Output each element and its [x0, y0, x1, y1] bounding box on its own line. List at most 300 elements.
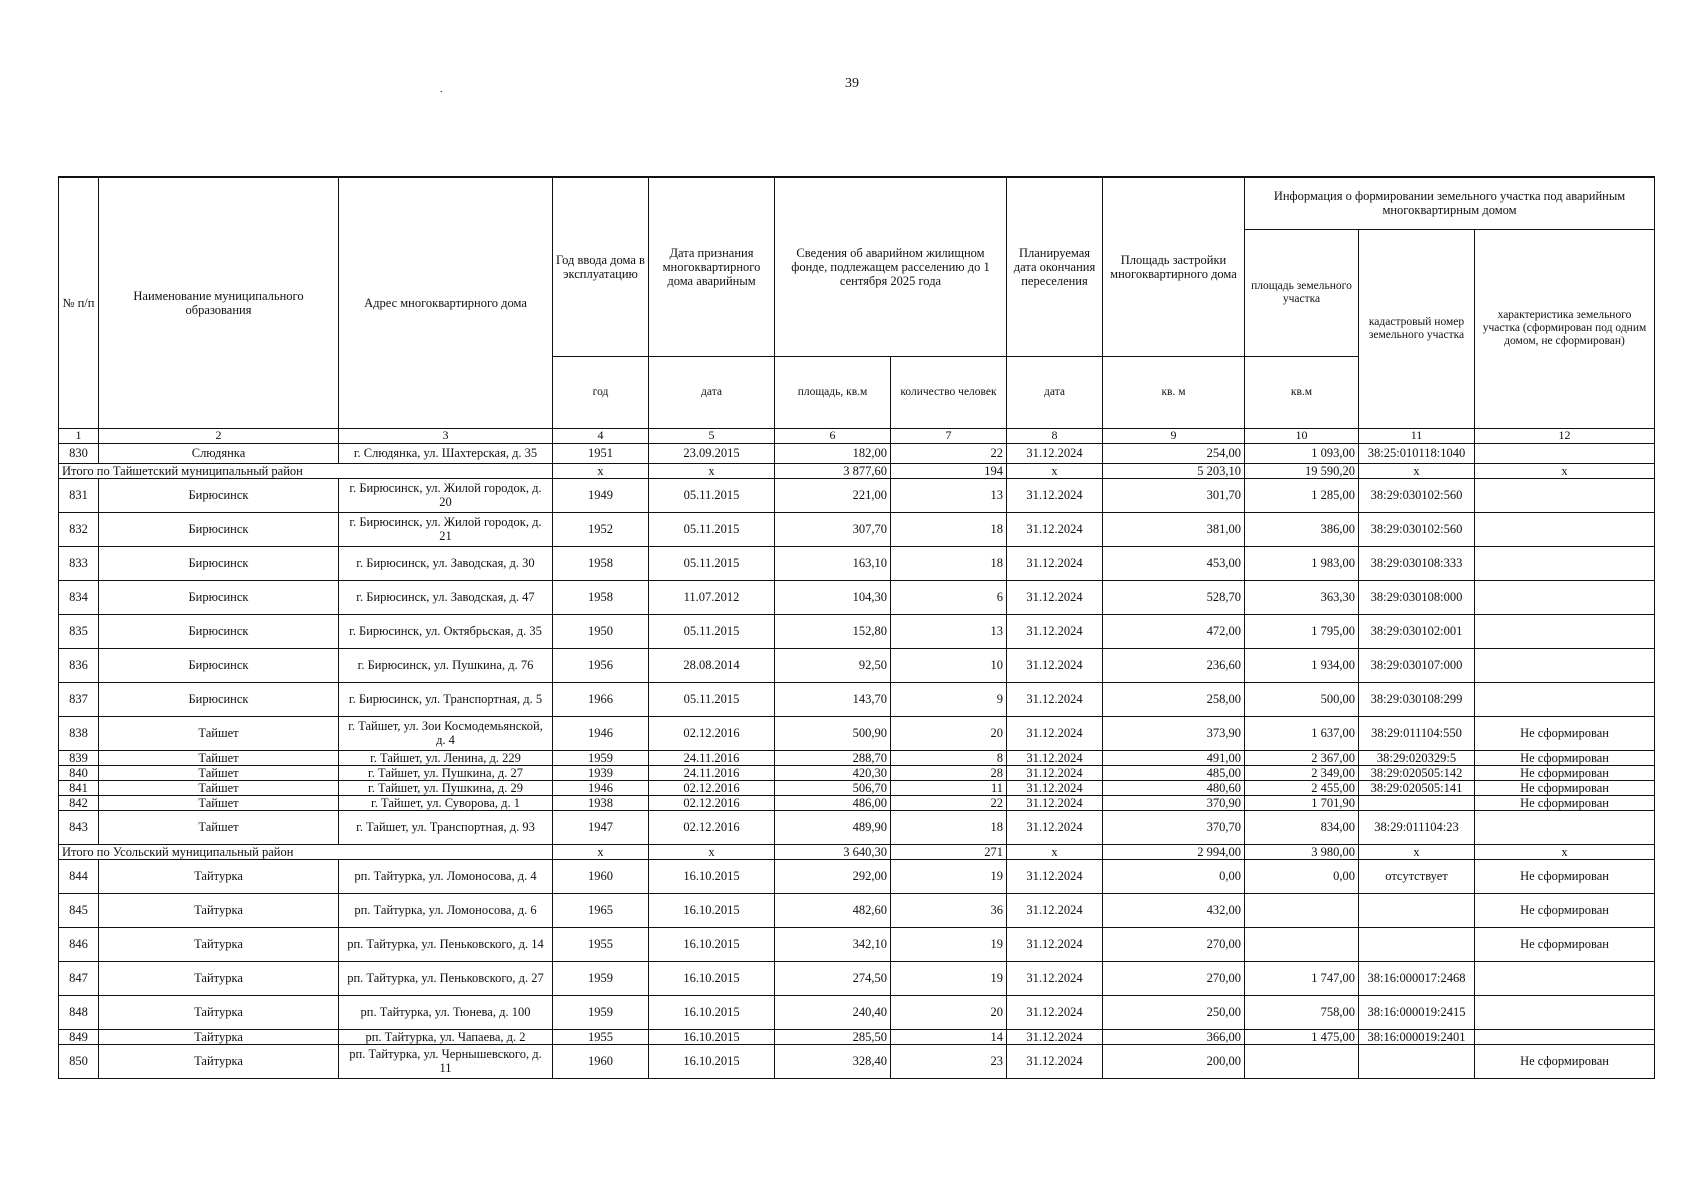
- year-cell: 1955: [553, 927, 649, 961]
- land-characteristic-cell: [1475, 810, 1655, 844]
- year-cell: 1952: [553, 512, 649, 546]
- building-area-cell: 472,00: [1103, 614, 1245, 648]
- fund-area-cell: 163,10: [775, 546, 891, 580]
- table-row: [59, 614, 1655, 648]
- planned-end-cell: 31.12.2024: [1007, 780, 1103, 795]
- recognition-date-cell: 28.08.2014: [649, 648, 775, 682]
- recognition-date-cell: 05.11.2015: [649, 512, 775, 546]
- fund-area-cell: 420,30: [775, 765, 891, 780]
- row-number: 846: [59, 927, 99, 961]
- people-count-cell: 36: [891, 893, 1007, 927]
- row-number: 844: [59, 859, 99, 893]
- planned-end-cell: 31.12.2024: [1007, 795, 1103, 810]
- year-cell: x: [553, 463, 649, 478]
- building-area-cell: 370,90: [1103, 795, 1245, 810]
- recognition-date-cell: 05.11.2015: [649, 546, 775, 580]
- people-count-cell: 19: [891, 961, 1007, 995]
- table-row: [59, 580, 1655, 614]
- people-count-cell: 11: [891, 780, 1007, 795]
- cadastral-number-cell: 38:29:030102:560: [1359, 478, 1475, 512]
- address-cell: рп. Тайтурка, ул. Чернышевского, д. 11: [339, 1044, 553, 1078]
- cadastral-number-cell: [1359, 1044, 1475, 1078]
- cadastral-number-cell: 38:29:030108:000: [1359, 580, 1475, 614]
- recognition-date-cell: 16.10.2015: [649, 859, 775, 893]
- col-header-land-characteristic: характеристика земельного участка (сформирован под одним домом, не сформирован): [1475, 229, 1655, 428]
- people-count-cell: 8: [891, 750, 1007, 765]
- planned-end-cell: 31.12.2024: [1007, 1029, 1103, 1044]
- land-characteristic-cell: [1475, 614, 1655, 648]
- row-number: 848: [59, 995, 99, 1029]
- address-cell: г. Бирюсинск, ул. Жилой городок, д. 21: [339, 512, 553, 546]
- building-area-cell: 301,70: [1103, 478, 1245, 512]
- table-row: [59, 1029, 1655, 1044]
- municipality-cell: Бирюсинск: [99, 580, 339, 614]
- fund-area-cell: 152,80: [775, 614, 891, 648]
- land-area-cell: 2 367,00: [1245, 750, 1359, 765]
- recognition-date-cell: 16.10.2015: [649, 995, 775, 1029]
- year-cell: 1946: [553, 780, 649, 795]
- municipality-cell: Тайшет: [99, 765, 339, 780]
- land-area-cell: 1 285,00: [1245, 478, 1359, 512]
- planned-end-cell: 31.12.2024: [1007, 716, 1103, 750]
- recognition-date-cell: 16.10.2015: [649, 927, 775, 961]
- land-characteristic-cell: [1475, 961, 1655, 995]
- address-cell: г. Бирюсинск, ул. Пушкина, д. 76: [339, 648, 553, 682]
- planned-end-cell: 31.12.2024: [1007, 927, 1103, 961]
- building-area-cell: 270,00: [1103, 927, 1245, 961]
- table-row: [59, 546, 1655, 580]
- year-cell: 1938: [553, 795, 649, 810]
- land-area-cell: 1 983,00: [1245, 546, 1359, 580]
- address-cell: рп. Тайтурка, ул. Ломоносова, д. 6: [339, 893, 553, 927]
- unit-year: год: [553, 356, 649, 428]
- address-cell: рп. Тайтурка, ул. Пеньковского, д. 14: [339, 927, 553, 961]
- people-count-cell: 22: [891, 443, 1007, 463]
- year-cell: 1946: [553, 716, 649, 750]
- fund-area-cell: 182,00: [775, 443, 891, 463]
- recognition-date-cell: 05.11.2015: [649, 682, 775, 716]
- land-area-cell: 0,00: [1245, 859, 1359, 893]
- cadastral-number-cell: 38:16:000019:2401: [1359, 1029, 1475, 1044]
- recognition-date-cell: 24.11.2016: [649, 765, 775, 780]
- land-area-cell: 1 475,00: [1245, 1029, 1359, 1044]
- col-header-land-group: Информация о формировании земельного участка под аварийным многоквартирным домом: [1245, 177, 1655, 229]
- fund-area-cell: 486,00: [775, 795, 891, 810]
- land-area-cell: 758,00: [1245, 995, 1359, 1029]
- table-row: [59, 961, 1655, 995]
- land-characteristic-cell: [1475, 443, 1655, 463]
- building-area-cell: 250,00: [1103, 995, 1245, 1029]
- cadastral-number-cell: 38:29:020505:141: [1359, 780, 1475, 795]
- table-row: [59, 927, 1655, 961]
- fund-area-cell: 292,00: [775, 859, 891, 893]
- cadastral-number-cell: отсутствует: [1359, 859, 1475, 893]
- year-cell: 1959: [553, 750, 649, 765]
- address-cell: рп. Тайтурка, ул. Пеньковского, д. 27: [339, 961, 553, 995]
- fund-area-cell: 500,90: [775, 716, 891, 750]
- column-number: 3: [339, 428, 553, 443]
- cadastral-number-cell: 38:29:030108:333: [1359, 546, 1475, 580]
- row-number: 839: [59, 750, 99, 765]
- column-number: 9: [1103, 428, 1245, 443]
- unit-land-area: кв.м: [1245, 356, 1359, 428]
- municipality-cell: Тайшет: [99, 810, 339, 844]
- building-area-cell: 200,00: [1103, 1044, 1245, 1078]
- row-number: 850: [59, 1044, 99, 1078]
- page-number: 39: [845, 76, 859, 91]
- planned-end-cell: 31.12.2024: [1007, 859, 1103, 893]
- people-count-cell: 23: [891, 1044, 1007, 1078]
- planned-end-cell: 31.12.2024: [1007, 614, 1103, 648]
- col-header-number: № п/п: [59, 177, 99, 428]
- unit-people: количество человек: [891, 356, 1007, 428]
- land-area-cell: 1 093,00: [1245, 443, 1359, 463]
- table-row: [59, 716, 1655, 750]
- municipality-cell: Бирюсинск: [99, 478, 339, 512]
- people-count-cell: 14: [891, 1029, 1007, 1044]
- fund-area-cell: 342,10: [775, 927, 891, 961]
- cadastral-number-cell: 38:29:020505:142: [1359, 765, 1475, 780]
- table-row: [59, 780, 1655, 795]
- municipality-cell: Тайшет: [99, 780, 339, 795]
- cadastral-number-cell: 38:25:010118:1040: [1359, 443, 1475, 463]
- building-area-cell: 5 203,10: [1103, 463, 1245, 478]
- land-characteristic-cell: Не сформирован: [1475, 893, 1655, 927]
- column-number: 11: [1359, 428, 1475, 443]
- building-area-cell: 254,00: [1103, 443, 1245, 463]
- column-number: 6: [775, 428, 891, 443]
- recognition-date-cell: 05.11.2015: [649, 614, 775, 648]
- fund-area-cell: 274,50: [775, 961, 891, 995]
- col-header-municipality: Наименование муниципального образования: [99, 177, 339, 428]
- year-cell: x: [553, 844, 649, 859]
- municipality-cell: Тайтурка: [99, 859, 339, 893]
- building-area-cell: 491,00: [1103, 750, 1245, 765]
- emergency-housing-table: [58, 176, 1655, 1079]
- municipality-cell: Тайтурка: [99, 893, 339, 927]
- cadastral-number-cell: x: [1359, 844, 1475, 859]
- column-number: 5: [649, 428, 775, 443]
- address-cell: г. Тайшет, ул. Транспортная, д. 93: [339, 810, 553, 844]
- building-area-cell: 432,00: [1103, 893, 1245, 927]
- address-cell: г. Слюдянка, ул. Шахтерская, д. 35: [339, 443, 553, 463]
- people-count-cell: 20: [891, 716, 1007, 750]
- planned-end-cell: 31.12.2024: [1007, 682, 1103, 716]
- land-characteristic-cell: [1475, 580, 1655, 614]
- row-number: 849: [59, 1029, 99, 1044]
- building-area-cell: 0,00: [1103, 859, 1245, 893]
- building-area-cell: 480,60: [1103, 780, 1245, 795]
- year-cell: 1956: [553, 648, 649, 682]
- land-area-cell: 386,00: [1245, 512, 1359, 546]
- land-area-cell: 1 637,00: [1245, 716, 1359, 750]
- year-cell: 1951: [553, 443, 649, 463]
- municipality-cell: Бирюсинск: [99, 546, 339, 580]
- col-header-cadastral: кадастровый номер земельного участка: [1359, 229, 1475, 428]
- row-number: 830: [59, 443, 99, 463]
- cadastral-number-cell: x: [1359, 463, 1475, 478]
- recognition-date-cell: 16.10.2015: [649, 1029, 775, 1044]
- building-area-cell: 366,00: [1103, 1029, 1245, 1044]
- table-row: [59, 682, 1655, 716]
- fund-area-cell: 143,70: [775, 682, 891, 716]
- building-area-cell: 381,00: [1103, 512, 1245, 546]
- unit-date: дата: [649, 356, 775, 428]
- land-area-cell: 1 701,90: [1245, 795, 1359, 810]
- land-area-cell: 2 349,00: [1245, 765, 1359, 780]
- column-number: 7: [891, 428, 1007, 443]
- planned-end-cell: x: [1007, 844, 1103, 859]
- fund-area-cell: 240,40: [775, 995, 891, 1029]
- land-characteristic-cell: Не сформирован: [1475, 1044, 1655, 1078]
- planned-end-cell: 31.12.2024: [1007, 750, 1103, 765]
- column-number: 1: [59, 428, 99, 443]
- fund-area-cell: 328,40: [775, 1044, 891, 1078]
- table-body: [59, 443, 1655, 1078]
- building-area-cell: 485,00: [1103, 765, 1245, 780]
- land-characteristic-cell: Не сформирован: [1475, 765, 1655, 780]
- table-row: [59, 478, 1655, 512]
- year-cell: 1959: [553, 995, 649, 1029]
- row-number: 834: [59, 580, 99, 614]
- table-row: [59, 995, 1655, 1029]
- people-count-cell: 194: [891, 463, 1007, 478]
- municipality-cell: Бирюсинск: [99, 614, 339, 648]
- building-area-cell: 370,70: [1103, 810, 1245, 844]
- recognition-date-cell: 16.10.2015: [649, 1044, 775, 1078]
- row-number: 840: [59, 765, 99, 780]
- land-characteristic-cell: [1475, 995, 1655, 1029]
- recognition-date-cell: 11.07.2012: [649, 580, 775, 614]
- people-count-cell: 28: [891, 765, 1007, 780]
- people-count-cell: 9: [891, 682, 1007, 716]
- year-cell: 1958: [553, 546, 649, 580]
- row-number: 841: [59, 780, 99, 795]
- row-number: 842: [59, 795, 99, 810]
- people-count-cell: 13: [891, 478, 1007, 512]
- fund-area-cell: 489,90: [775, 810, 891, 844]
- municipality-cell: Тайтурка: [99, 927, 339, 961]
- address-cell: рп. Тайтурка, ул. Чапаева, д. 2: [339, 1029, 553, 1044]
- people-count-cell: 18: [891, 810, 1007, 844]
- land-area-cell: 834,00: [1245, 810, 1359, 844]
- land-area-cell: 363,30: [1245, 580, 1359, 614]
- land-characteristic-cell: Не сформирован: [1475, 859, 1655, 893]
- recognition-date-cell: 24.11.2016: [649, 750, 775, 765]
- year-cell: 1960: [553, 859, 649, 893]
- people-count-cell: 18: [891, 512, 1007, 546]
- municipality-cell: Тайшет: [99, 795, 339, 810]
- address-cell: г. Бирюсинск, ул. Заводская, д. 30: [339, 546, 553, 580]
- land-characteristic-cell: Не сформирован: [1475, 780, 1655, 795]
- building-area-cell: 2 994,00: [1103, 844, 1245, 859]
- building-area-cell: 270,00: [1103, 961, 1245, 995]
- fund-area-cell: 92,50: [775, 648, 891, 682]
- col-header-building-area: Площадь застройки многоквартирного дома: [1103, 177, 1245, 356]
- year-cell: 1950: [553, 614, 649, 648]
- cadastral-number-cell: 38:29:030107:000: [1359, 648, 1475, 682]
- scan-dot: .: [440, 84, 443, 95]
- column-number: 8: [1007, 428, 1103, 443]
- municipality-cell: Тайшет: [99, 716, 339, 750]
- table-row: [59, 765, 1655, 780]
- land-characteristic-cell: Не сформирован: [1475, 927, 1655, 961]
- unit-end-date: дата: [1007, 356, 1103, 428]
- col-header-planned-end: Планируемая дата окончания переселения: [1007, 177, 1103, 356]
- planned-end-cell: 31.12.2024: [1007, 765, 1103, 780]
- year-cell: 1949: [553, 478, 649, 512]
- municipality-cell: Бирюсинск: [99, 512, 339, 546]
- planned-end-cell: 31.12.2024: [1007, 810, 1103, 844]
- people-count-cell: 6: [891, 580, 1007, 614]
- column-number: 4: [553, 428, 649, 443]
- address-cell: г. Тайшет, ул. Суворова, д. 1: [339, 795, 553, 810]
- people-count-cell: 13: [891, 614, 1007, 648]
- planned-end-cell: 31.12.2024: [1007, 648, 1103, 682]
- land-area-cell: 2 455,00: [1245, 780, 1359, 795]
- land-area-cell: 500,00: [1245, 682, 1359, 716]
- cadastral-number-cell: 38:29:030108:299: [1359, 682, 1475, 716]
- cadastral-number-cell: 38:29:030102:560: [1359, 512, 1475, 546]
- year-cell: 1959: [553, 961, 649, 995]
- municipality-cell: Тайтурка: [99, 1029, 339, 1044]
- column-number: 2: [99, 428, 339, 443]
- total-label: Итого по Тайшетский муниципальный район: [59, 463, 553, 478]
- col-header-year: Год ввода дома в эксплуатацию: [553, 177, 649, 356]
- planned-end-cell: 31.12.2024: [1007, 546, 1103, 580]
- year-cell: 1960: [553, 1044, 649, 1078]
- fund-area-cell: 506,70: [775, 780, 891, 795]
- planned-end-cell: 31.12.2024: [1007, 1044, 1103, 1078]
- address-cell: г. Бирюсинск, ул. Транспортная, д. 5: [339, 682, 553, 716]
- people-count-cell: 22: [891, 795, 1007, 810]
- planned-end-cell: 31.12.2024: [1007, 478, 1103, 512]
- total-row: [59, 844, 1655, 859]
- unit-area: площадь, кв.м: [775, 356, 891, 428]
- col-header-land-area: площадь земельного участка: [1245, 229, 1359, 356]
- row-number: 832: [59, 512, 99, 546]
- municipality-cell: Тайшет: [99, 750, 339, 765]
- recognition-date-cell: 16.10.2015: [649, 893, 775, 927]
- people-count-cell: 10: [891, 648, 1007, 682]
- building-area-cell: 236,60: [1103, 648, 1245, 682]
- planned-end-cell: 31.12.2024: [1007, 443, 1103, 463]
- land-area-cell: 19 590,20: [1245, 463, 1359, 478]
- row-number: 847: [59, 961, 99, 995]
- planned-end-cell: 31.12.2024: [1007, 580, 1103, 614]
- address-cell: г. Тайшет, ул. Зои Космодемьянской, д. 4: [339, 716, 553, 750]
- total-row: [59, 463, 1655, 478]
- row-number: 838: [59, 716, 99, 750]
- land-characteristic-cell: [1475, 478, 1655, 512]
- building-area-cell: 258,00: [1103, 682, 1245, 716]
- land-characteristic-cell: Не сформирован: [1475, 716, 1655, 750]
- row-number: 843: [59, 810, 99, 844]
- land-area-cell: 1 934,00: [1245, 648, 1359, 682]
- table-row: [59, 648, 1655, 682]
- people-count-cell: 19: [891, 859, 1007, 893]
- building-area-cell: 453,00: [1103, 546, 1245, 580]
- table-row: [59, 810, 1655, 844]
- year-cell: 1966: [553, 682, 649, 716]
- land-area-cell: 1 795,00: [1245, 614, 1359, 648]
- row-number: 845: [59, 893, 99, 927]
- land-characteristic-cell: x: [1475, 463, 1655, 478]
- col-header-recognition-date: Дата признания многоквартирного дома аварийным: [649, 177, 775, 356]
- table-row: [59, 859, 1655, 893]
- col-header-address: Адрес многоквартирного дома: [339, 177, 553, 428]
- municipality-cell: Слюдянка: [99, 443, 339, 463]
- table-row: [59, 795, 1655, 810]
- recognition-date-cell: 23.09.2015: [649, 443, 775, 463]
- column-number-row: [59, 428, 1655, 443]
- recognition-date-cell: x: [649, 463, 775, 478]
- people-count-cell: 271: [891, 844, 1007, 859]
- recognition-date-cell: 02.12.2016: [649, 780, 775, 795]
- fund-area-cell: 307,70: [775, 512, 891, 546]
- cadastral-number-cell: 38:16:000017:2468: [1359, 961, 1475, 995]
- year-cell: 1965: [553, 893, 649, 927]
- address-cell: рп. Тайтурка, ул. Тюнева, д. 100: [339, 995, 553, 1029]
- address-cell: г. Бирюсинск, ул. Жилой городок, д. 20: [339, 478, 553, 512]
- people-count-cell: 18: [891, 546, 1007, 580]
- address-cell: г. Бирюсинск, ул. Заводская, д. 47: [339, 580, 553, 614]
- unit-building-area: кв. м: [1103, 356, 1245, 428]
- fund-area-cell: 221,00: [775, 478, 891, 512]
- building-area-cell: 528,70: [1103, 580, 1245, 614]
- cadastral-number-cell: [1359, 893, 1475, 927]
- municipality-cell: Тайтурка: [99, 1044, 339, 1078]
- people-count-cell: 20: [891, 995, 1007, 1029]
- planned-end-cell: 31.12.2024: [1007, 961, 1103, 995]
- recognition-date-cell: 02.12.2016: [649, 795, 775, 810]
- land-characteristic-cell: Не сформирован: [1475, 795, 1655, 810]
- address-cell: рп. Тайтурка, ул. Ломоносова, д. 4: [339, 859, 553, 893]
- fund-area-cell: 104,30: [775, 580, 891, 614]
- table-header: [59, 177, 1655, 443]
- col-header-fund-info: Сведения об аварийном жилищном фонде, подлежащем расселению до 1 сентября 2025 года: [775, 177, 1007, 356]
- table-row: [59, 1044, 1655, 1078]
- land-characteristic-cell: [1475, 512, 1655, 546]
- land-characteristic-cell: [1475, 546, 1655, 580]
- recognition-date-cell: x: [649, 844, 775, 859]
- cadastral-number-cell: 38:29:020329:5: [1359, 750, 1475, 765]
- planned-end-cell: 31.12.2024: [1007, 893, 1103, 927]
- building-area-cell: 373,90: [1103, 716, 1245, 750]
- address-cell: г. Тайшет, ул. Пушкина, д. 29: [339, 780, 553, 795]
- land-characteristic-cell: [1475, 648, 1655, 682]
- table-row: [59, 512, 1655, 546]
- year-cell: 1947: [553, 810, 649, 844]
- planned-end-cell: x: [1007, 463, 1103, 478]
- land-characteristic-cell: [1475, 682, 1655, 716]
- year-cell: 1939: [553, 765, 649, 780]
- cadastral-number-cell: [1359, 795, 1475, 810]
- cadastral-number-cell: 38:16:000019:2415: [1359, 995, 1475, 1029]
- fund-area-cell: 285,50: [775, 1029, 891, 1044]
- year-cell: 1958: [553, 580, 649, 614]
- recognition-date-cell: 05.11.2015: [649, 478, 775, 512]
- recognition-date-cell: 02.12.2016: [649, 716, 775, 750]
- land-characteristic-cell: Не сформирован: [1475, 750, 1655, 765]
- fund-area-cell: 3 877,60: [775, 463, 891, 478]
- table-row: [59, 750, 1655, 765]
- recognition-date-cell: 02.12.2016: [649, 810, 775, 844]
- row-number: 833: [59, 546, 99, 580]
- table-row: [59, 443, 1655, 463]
- address-cell: г. Бирюсинск, ул. Октябрьская, д. 35: [339, 614, 553, 648]
- municipality-cell: Бирюсинск: [99, 648, 339, 682]
